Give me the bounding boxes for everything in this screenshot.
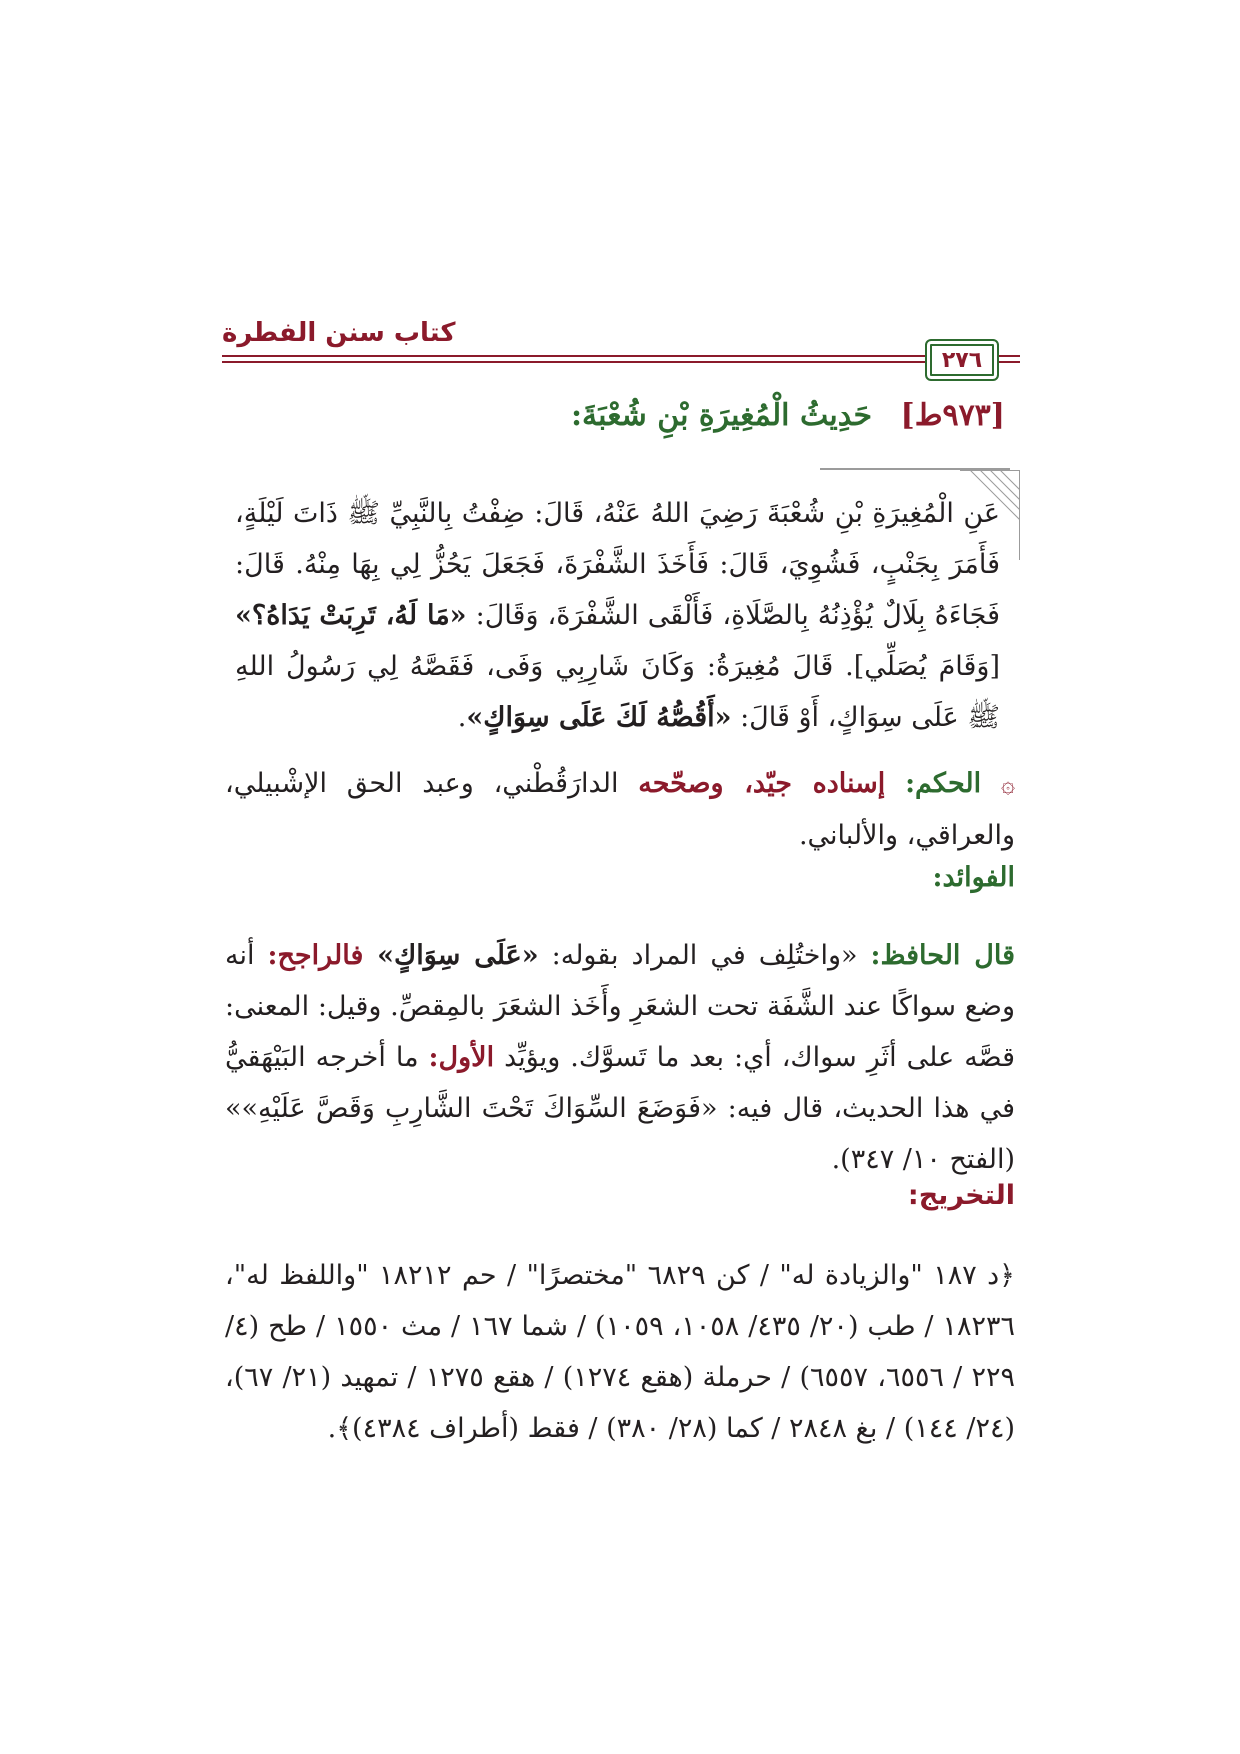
fawaid-paragraph [225, 930, 1015, 1185]
hadith-text [235, 488, 1000, 743]
page-number-badge [925, 339, 999, 381]
ruling-paragraph [225, 758, 1015, 861]
ruling-label: الحكم: [905, 768, 982, 799]
hadith-text-part: [وَقَامَ يُصَلِّي]. قَالَ مُغِيرَةُ: وَكَانَ شَارِبِي وَفَى، فَقَصَّهُ لِي رَسُولُ اللهِ ﷺ عَلَى سِوَاكٍ، أَوْ قَالَ: [235, 651, 1000, 733]
page-number: ٢٧٦ [941, 347, 983, 373]
hadith-heading [571, 398, 1005, 433]
fawaid-keyword: الأول: [428, 1042, 495, 1073]
running-header-title: كتاب سنن الفطرة [222, 318, 456, 348]
prophet-quote: «مَا لَهُ، تَرِبَتْ يَدَاهُ؟» [235, 600, 467, 631]
hadith-number: [٩٧٣ط] [900, 398, 1005, 433]
rub-el-hizb-icon: ۞ [1000, 770, 1015, 798]
fawaid-text: أنه وضع سواكًا عند الشَّفَة تحت الشعَرِ وأَخَذ الشعَرَ بالمِقصِّ. وقيل: المعنى: قصَّه على أثَرِ سواك، أي: بعد ما تَسوَّك. ويؤيِّد [225, 940, 1015, 1073]
ruling-verdict: إسناده جيّد، وصحّحه [638, 768, 886, 799]
hadith-text-part: . [457, 702, 467, 733]
fawaid-text: ما أخرجه البَيْهَقيُّ في هذا الحديث، قال فيه: «فَوَضَعَ السِّوَاكَ تَحْتَ الشَّارِبِ وَقَصَّ عَلَيْهِ»» (الفتح ١٠/ ٣٤٧). [225, 1042, 1015, 1175]
header-rule [222, 361, 1012, 363]
prophet-quote: «أَقُصُّهُ لَكَ عَلَى سِوَاكٍ» [466, 702, 732, 733]
takhrij-text: ﴿د ١٨٧ "والزيادة له" / كن ٦٨٢٩ "مختصرًا" / حم ١٨٢١٢ "واللفظ له"، ١٨٢٣٦ / طب (٢٠/ ٤٣٥/ ١٠٥٨، ١٠٥٩) / شما ١٦٧ / مث ١٥٥٠ / طح (٤/ ٢٢٩ / ٦٥٥٦، ٦٥٥٧) / حرملة (هقع ١٢٧٤) / هقع ١٢٧٥ / تمهيد (٢١/ ٦٧)، (٢٤/ ١٤٤) / بغ ٢٨٤٨ / كما (٢٨/ ٣٨٠) / فقط (أطراف ٤٣٨٤)﴾. [225, 1260, 1015, 1444]
hadith-title: حَدِيثُ الْمُغِيرَةِ بْنِ شُعْبَةَ: [570, 398, 873, 433]
fawaid-text: «واختُلِف في المراد بقوله: [538, 940, 871, 971]
header-rule [222, 355, 1012, 357]
takhrij-heading: التخريج: [907, 1180, 1015, 1211]
speaker-label: قال الحافظ: [870, 940, 1015, 971]
fawaid-quote: «عَلَى سِوَاكٍ» [377, 940, 539, 971]
fawaid-keyword: فالراجح: [267, 940, 378, 971]
ruling-text: الدارَقُطْني، وعبد الحق الإشْبيلي، والعراقي، والألباني. [225, 768, 1015, 851]
header-rule [1000, 355, 1020, 357]
hadith-text-part: عَنِ الْمُغِيرَةِ بْنِ شُعْبَةَ رَضِيَ اللهُ عَنْهُ، قَالَ: ضِفْتُ بِالنَّبِيِّ ﷺ ذَاتَ لَيْلَةٍ، فَأَمَرَ بِجَنْبٍ، فَشُوِيَ، قَالَ: فَأَخَذَ الشَّفْرَةَ، فَجَعَلَ يَحُزُّ لِي بِهَا مِنْهُ. قَالَ: فَجَاءَهُ بِلَالٌ يُؤْذِنُهُ بِالصَّلَاةِ، فَأَلْقَى الشَّفْرَةَ، وَقَالَ: [235, 498, 1000, 631]
fawaid-heading: الفوائد: [932, 862, 1015, 893]
header-rule [1000, 361, 1020, 363]
